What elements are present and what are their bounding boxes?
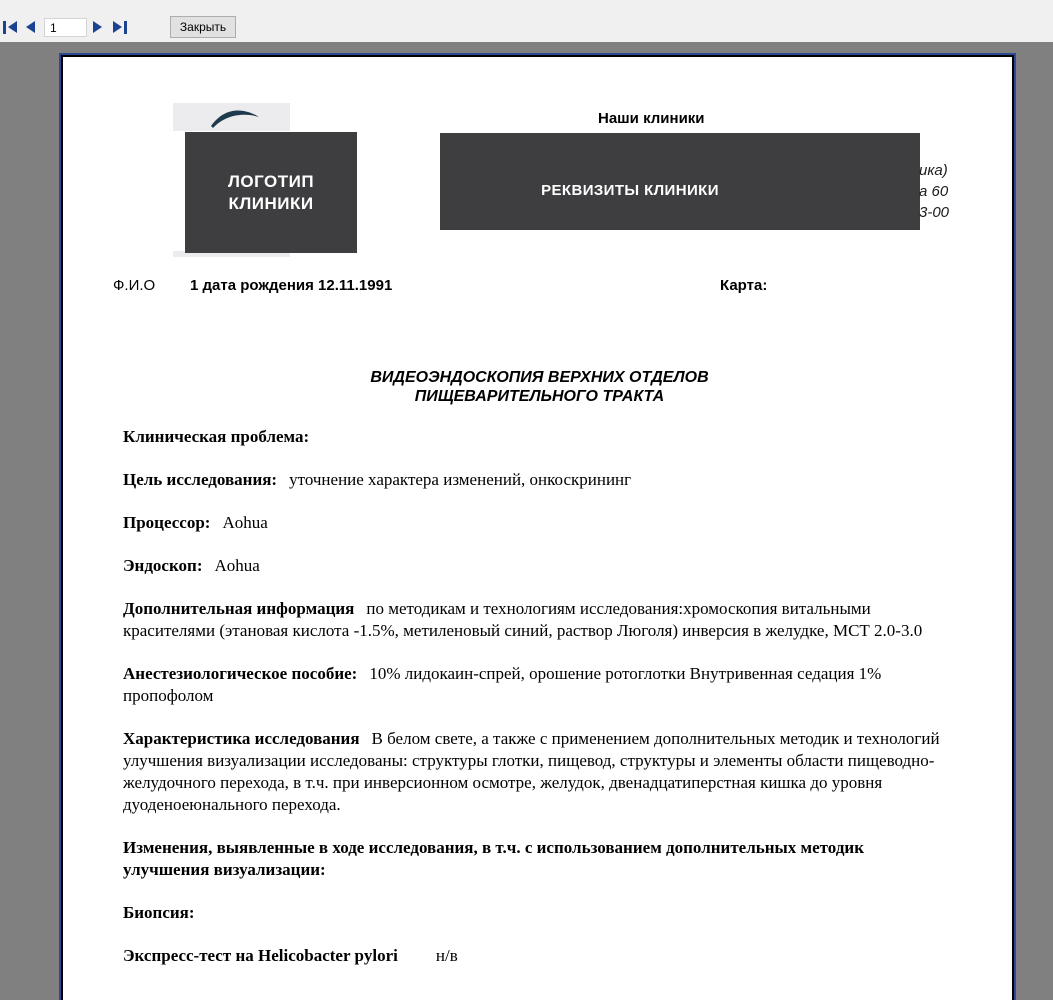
next-page-button[interactable]	[93, 17, 102, 37]
contact-fragment: 3-00	[919, 204, 950, 221]
last-page-icon	[113, 21, 122, 33]
fio-label: Ф.И.О	[113, 277, 156, 294]
previous-page-button[interactable]	[26, 17, 35, 37]
report-section: Цель исследования: уточнение характера изменений, онкоскрининг	[123, 470, 632, 489]
page-number-input[interactable]	[44, 18, 87, 37]
report-section: Биопсия:	[123, 903, 195, 922]
logo-placeholder-line2: КЛИНИКИ	[228, 193, 314, 213]
logo-placeholder-line1: ЛОГОТИП	[227, 171, 315, 191]
close-button[interactable]: Закрыть	[170, 16, 236, 38]
requisites-label: РЕКВИЗИТЫ КЛИНИКИ	[541, 182, 719, 199]
report-title-line1: ВИДЕОЭНДОСКОПИЯ ВЕРХНИХ ОТДЕЛОВ	[370, 369, 709, 386]
requisites-placeholder-box	[440, 133, 920, 230]
report-section: Эндоскоп: Aohua	[123, 556, 260, 575]
report-section: Изменения, выявленные в ходе исследования, в т.ч. с использованием дополнительных методик улучшения визуализации:	[123, 838, 865, 879]
report-section: Дополнительная информация по методикам и технологиям исследования:хромоскопия витальными красителями (этановая кислота -1.5%, метиленовый синий, раствор Люголя) инверсия в желудке, МСТ 2.0-3.0	[123, 599, 923, 640]
clinic-logo-image	[173, 103, 290, 131]
report-title	[61, 368, 1018, 406]
previous-page-icon	[26, 21, 35, 33]
logo-placeholder-box	[185, 132, 357, 253]
report-section: Анестезиологическое пособие: 10% лидокаин-спрей, орошение ротоглотки Внутривенная седация 1% пропофолом	[123, 664, 882, 705]
contact-fragment: ика)	[919, 162, 948, 179]
toolbar	[0, 0, 1053, 42]
clinic-contact-fragments	[919, 160, 979, 223]
report-section: Клиническая проблема:	[123, 427, 310, 446]
report-body	[123, 426, 945, 988]
report-title-line2: ПИЩЕВАРИТЕЛЬНОГО ТРАКТА	[414, 388, 665, 405]
first-page-icon	[3, 21, 6, 34]
document-page	[59, 53, 1016, 1000]
contact-fragment: а 60	[919, 183, 949, 200]
clinics-header: Наши клиники	[598, 110, 705, 124]
first-page-button[interactable]	[3, 17, 17, 37]
logo-swoosh-icon	[209, 104, 261, 130]
report-section: Характеристика исследования В белом свете, а также с применением дополнительных методик и технологий улучшения визуализации исследованы: структуры глотки, пищевод, структуры и элементы области пищеводно-желудочного перехода, в т.ч. при инверсионном осмотре, желудок, двенадцатиперстная кишка до уровня дуоденоеюнального перехода.	[123, 729, 940, 814]
report-section: Экспресс-тест на Helicobacter pylori н/в	[123, 946, 458, 965]
next-page-icon	[93, 21, 102, 33]
preview-area	[0, 42, 1053, 1000]
card-label: Карта:	[720, 277, 768, 294]
fio-value: 1 дата рождения 12.11.1991	[190, 277, 393, 294]
report-section: Процессор: Aohua	[123, 513, 268, 532]
last-page-button[interactable]	[113, 17, 127, 37]
